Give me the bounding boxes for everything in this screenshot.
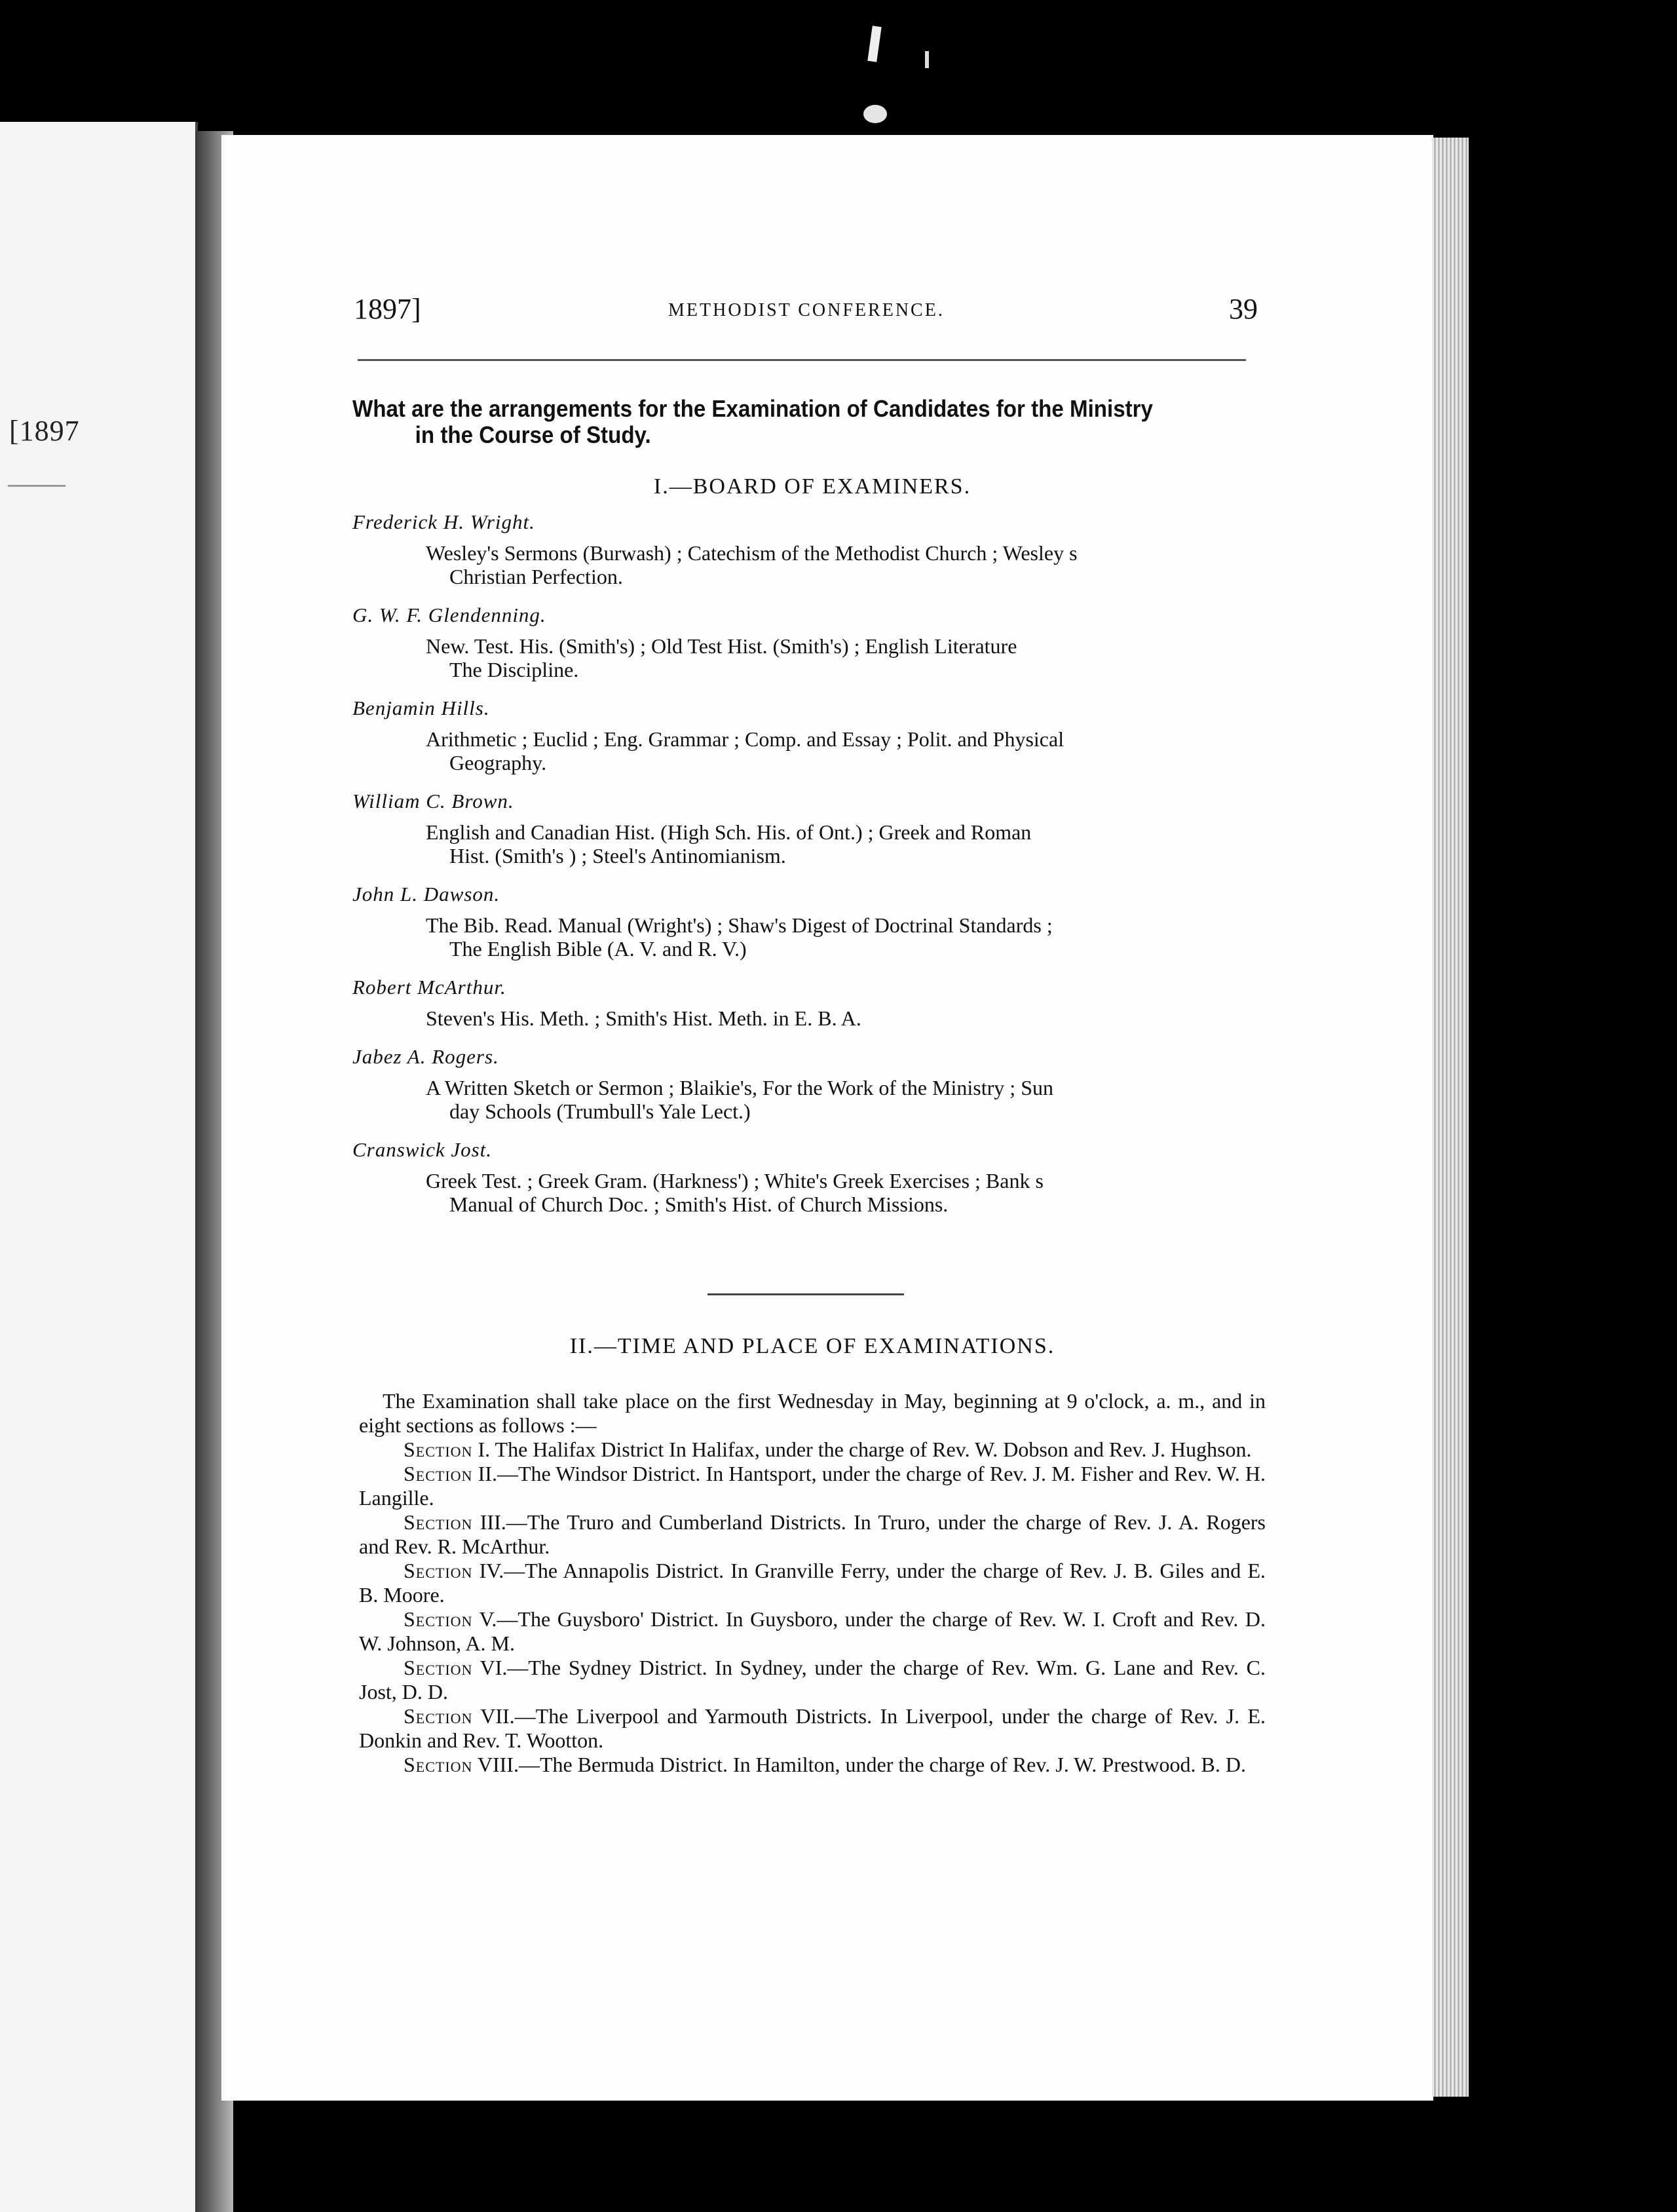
subjects-line-2: The English Bible (A. V. and R. V.) — [449, 937, 747, 961]
left-page-rule — [8, 485, 66, 487]
section-divider — [707, 1293, 904, 1295]
board-heading: I.—BOARD OF EXAMINERS. — [653, 474, 971, 499]
examiner-subjects — [352, 820, 1267, 868]
examiner-subjects — [352, 1169, 1267, 1216]
section-paragraph — [359, 1704, 1266, 1753]
examiner-name: Frederick H. Wright. — [352, 510, 535, 533]
question-line-2: in the Course of Study. — [415, 421, 651, 448]
examiner-entry — [352, 881, 1267, 961]
examiner-subjects — [352, 541, 1267, 588]
subjects-line-2: Hist. (Smith's ) ; Steel's Antinomianism. — [449, 844, 786, 868]
subjects-line-1: New. Test. His. (Smith's) ; Old Test Hist. (Smith's) ; English Literature — [426, 634, 1017, 658]
section-text: V.—The Guysboro' District. In Guysboro, under the charge of Rev. W. I. Croft and Rev. D. W. Johnson, A. M. — [359, 1607, 1266, 1655]
section-label: Section — [404, 1438, 473, 1461]
section-label: Section — [404, 1559, 473, 1582]
examiner-entry — [352, 974, 1267, 1030]
examination-sections — [359, 1389, 1266, 1777]
section-text: III.—The Truro and Cumberland Districts. In Truro, under the charge of Rev. J. A. Rogers and Rev. R. McArthur. — [359, 1510, 1266, 1558]
subjects-line-1: A Written Sketch or Sermon ; Blaikie's, For the Work of the Ministry ; Sun — [426, 1076, 1053, 1099]
examiner-name: Cranswick Jost. — [352, 1138, 493, 1161]
section-label: Section — [404, 1462, 473, 1485]
question-line-1: What are the arrangements for the Examination of Candidates for the Ministry — [352, 395, 1153, 422]
examiner-entry — [352, 508, 1267, 588]
section-label: Section — [404, 1753, 473, 1776]
section-text: IV.—The Annapolis District. In Granville Ferry, under the charge of Rev. J. B. Giles and E. B. Moore. — [359, 1559, 1266, 1607]
subjects-line-2: The Discipline. — [449, 658, 579, 681]
subjects-line-1: Greek Test. ; Greek Gram. (Harkness') ; White's Greek Exercises ; Bank s — [426, 1169, 1044, 1192]
scan-artifact — [925, 51, 929, 68]
examiner-entry — [352, 1043, 1267, 1123]
subjects-line-2: Manual of Church Doc. ; Smith's Hist. of Church Missions. — [449, 1192, 949, 1216]
header-rule — [358, 359, 1246, 361]
time-place-heading: II.—TIME AND PLACE OF EXAMINATIONS. — [569, 1334, 1055, 1358]
examiner-entry — [352, 601, 1267, 681]
question-heading — [352, 396, 1190, 448]
subjects-line-1: Steven's His. Meth. ; Smith's Hist. Meth. in E. B. A. — [426, 1006, 861, 1030]
examiner-name: G. W. F. Glendenning. — [352, 603, 546, 626]
section-label: Section — [404, 1510, 473, 1534]
examiner-entry — [352, 788, 1267, 868]
section-paragraph — [359, 1607, 1266, 1656]
scan-artifact — [867, 26, 881, 62]
scan-artifact — [863, 105, 887, 123]
section-paragraph — [359, 1510, 1266, 1559]
examiner-subjects — [352, 913, 1267, 961]
examiner-entry — [352, 695, 1267, 774]
examiner-name: Jabez A. Rogers. — [352, 1045, 499, 1068]
section-label: Section — [404, 1656, 473, 1679]
running-head — [354, 292, 1258, 332]
examiner-name: John L. Dawson. — [352, 883, 500, 906]
left-page-year: [1897 — [9, 415, 80, 447]
page-edges — [1432, 138, 1469, 2097]
examiner-name: Robert McArthur. — [352, 976, 506, 999]
section-text: II.—The Windsor District. In Hantsport, under the charge of Rev. J. M. Fisher and Rev. W. H. Langille. — [359, 1462, 1266, 1510]
left-facing-page — [0, 122, 198, 2212]
subjects-line-2: day Schools (Trumbull's Yale Lect.) — [449, 1099, 751, 1123]
section-paragraph — [359, 1462, 1266, 1510]
section-text: VI.—The Sydney District. In Sydney, under the charge of Rev. Wm. G. Lane and Rev. C. Jost, D. D. — [359, 1656, 1266, 1704]
section-paragraph — [359, 1656, 1266, 1704]
examination-intro: The Examination shall take place on the first Wednesday in May, beginning at 9 o'clock, a. m., and in eight sections as follows :— — [359, 1389, 1266, 1437]
running-head-title: METHODIST CONFERENCE. — [668, 300, 945, 320]
section-paragraph — [359, 1559, 1266, 1607]
section-text: VII.—The Liverpool and Yarmouth Districts. In Liverpool, under the charge of Rev. J. E. Donkin and Rev. T. Wootton. — [359, 1704, 1266, 1752]
subjects-line-1: Arithmetic ; Euclid ; Eng. Grammar ; Comp. and Essay ; Polit. and Physical — [426, 727, 1065, 751]
section-label: Section — [404, 1607, 473, 1631]
examiner-subjects — [352, 1076, 1267, 1123]
examiner-subjects — [352, 634, 1267, 681]
page-number: 39 — [1229, 293, 1258, 325]
section-paragraph — [359, 1753, 1266, 1777]
examiner-subjects — [352, 727, 1267, 774]
subjects-line-1: English and Canadian Hist. (High Sch. His. of Ont.) ; Greek and Roman — [426, 820, 1032, 844]
section-paragraph — [359, 1438, 1266, 1462]
running-head-year: 1897] — [354, 293, 421, 325]
subjects-line-2: Geography. — [449, 751, 547, 774]
subjects-line-2: Christian Perfection. — [449, 565, 623, 588]
examiner-entry — [352, 1136, 1267, 1216]
section-text: I. The Halifax District In Halifax, under the charge of Rev. W. Dobson and Rev. J. Hughson. — [472, 1438, 1252, 1461]
examiner-name: Benjamin Hills. — [352, 696, 490, 719]
subjects-line-1: The Bib. Read. Manual (Wright's) ; Shaw's Digest of Doctrinal Standards ; — [426, 913, 1053, 937]
examiner-list — [352, 508, 1267, 1229]
subjects-line-1: Wesley's Sermons (Burwash) ; Catechism of the Methodist Church ; Wesley s — [426, 541, 1078, 565]
examiner-subjects — [352, 1006, 1267, 1030]
section-label: Section — [404, 1704, 473, 1728]
examiner-name: William C. Brown. — [352, 790, 514, 812]
section-text: VIII.—The Bermuda District. In Hamilton, under the charge of Rev. J. W. Prestwood. B. D. — [472, 1753, 1246, 1776]
